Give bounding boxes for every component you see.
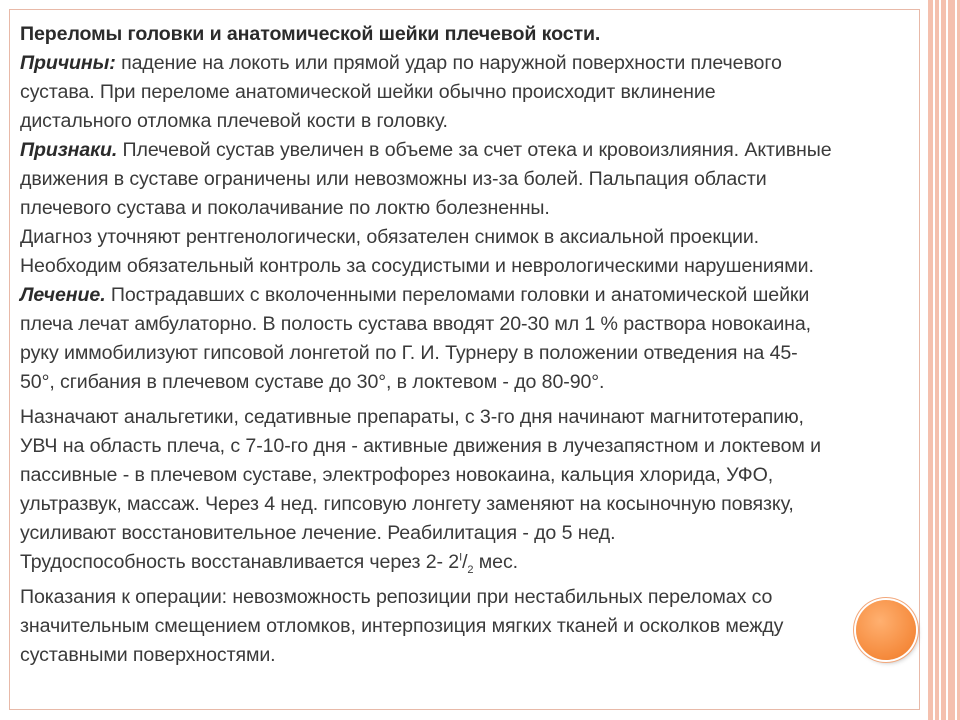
causes-line1: падение на локоть или прямой удар по наружной поверхности плечевого (115, 52, 782, 74)
treatment-line1: Пострадавших с вколоченными переломами головки и анатомической шейки (105, 284, 810, 306)
treatment-paragraph (20, 281, 920, 397)
signs-line3: плечевого сустава и поколачивание по локтю болезненны. (20, 197, 550, 219)
signs-label: Признаки. (20, 139, 118, 161)
fraction-numerator: I (459, 551, 463, 564)
therapy-line4: ультразвук, массаж. Через 4 нед. гипсовую лонгету заменяют на косыночную повязку, (20, 493, 794, 515)
surgery-line2: значительным смещением отломков, интерпозиция мягких тканей и осколков между (20, 615, 784, 637)
causes-line2: сустава. При переломе анатомической шейки обычно происходит вклинение (20, 81, 716, 103)
therapy-line5: усиливают восстановительное лечение. Реабилитация - до 5 нед. (20, 522, 616, 544)
surgery-line3: суставными поверхностями. (20, 644, 276, 666)
decorative-stripes (928, 0, 960, 720)
slide-content (20, 20, 920, 670)
diagnosis-paragraph (20, 223, 920, 281)
stripe (928, 0, 933, 720)
treatment-label: Лечение. (20, 284, 106, 306)
surgery-paragraph (20, 583, 920, 670)
work-capacity-text: Трудоспособность восстанавливается через 2- 2 (20, 551, 460, 573)
therapy-paragraph (20, 403, 920, 548)
causes-paragraph (20, 49, 920, 136)
signs-line1: Плечевой сустав увеличен в объеме за счет отека и кровоизлияния. Активные (117, 139, 832, 161)
orange-circle-decoration (856, 600, 916, 660)
stripe (941, 0, 947, 720)
work-capacity-suffix: мес. (473, 551, 519, 573)
treatment-line4: 50°, сгибания в плечевом суставе до 30°, в локтевом - до 80-90°. (20, 371, 605, 393)
fraction-separator: / (462, 551, 468, 573)
signs-line2: движения в суставе ограничены или невозможны из-за болей. Пальпация области (20, 168, 767, 190)
work-capacity-paragraph (20, 548, 920, 577)
therapy-line1: Назначают анальгетики, седативные препараты, с 3-го дня начинают магнитотерапию, (20, 406, 804, 428)
stripe (948, 0, 955, 720)
treatment-line2: плеча лечат амбулаторно. В полость сустава вводят 20-30 мл 1 % раствора новокаина, (20, 313, 812, 335)
fraction-denominator: 2 (467, 563, 474, 576)
diagnosis-line1: Диагноз уточняют рентгенологически, обязателен снимок в аксиальной проекции. (20, 226, 760, 248)
therapy-line2: УВЧ на область плеча, с 7-10-го дня - активные движения в лучезапястном и локтевом и (20, 435, 821, 457)
stripe (935, 0, 939, 720)
diagnosis-line2: Необходим обязательный контроль за сосудистыми и неврологическими нарушениями. (20, 255, 814, 277)
slide-title: Переломы головки и анатомической шейки плечевой кости. (20, 23, 601, 45)
causes-label: Причины: (20, 52, 116, 74)
therapy-line3: пассивные - в плечевом суставе, электрофорез новокаина, кальция хлорида, УФО, (20, 464, 774, 486)
causes-line3: дистального отломка плечевой кости в головку. (20, 110, 448, 132)
signs-paragraph (20, 136, 920, 223)
surgery-line1: Показания к операции: невозможность репозиции при нестабильных переломах со (20, 586, 773, 608)
treatment-line3: руку иммобилизуют гипсовой лонгетой по Г. И. Турнеру в положении отведения на 45- (20, 342, 798, 364)
